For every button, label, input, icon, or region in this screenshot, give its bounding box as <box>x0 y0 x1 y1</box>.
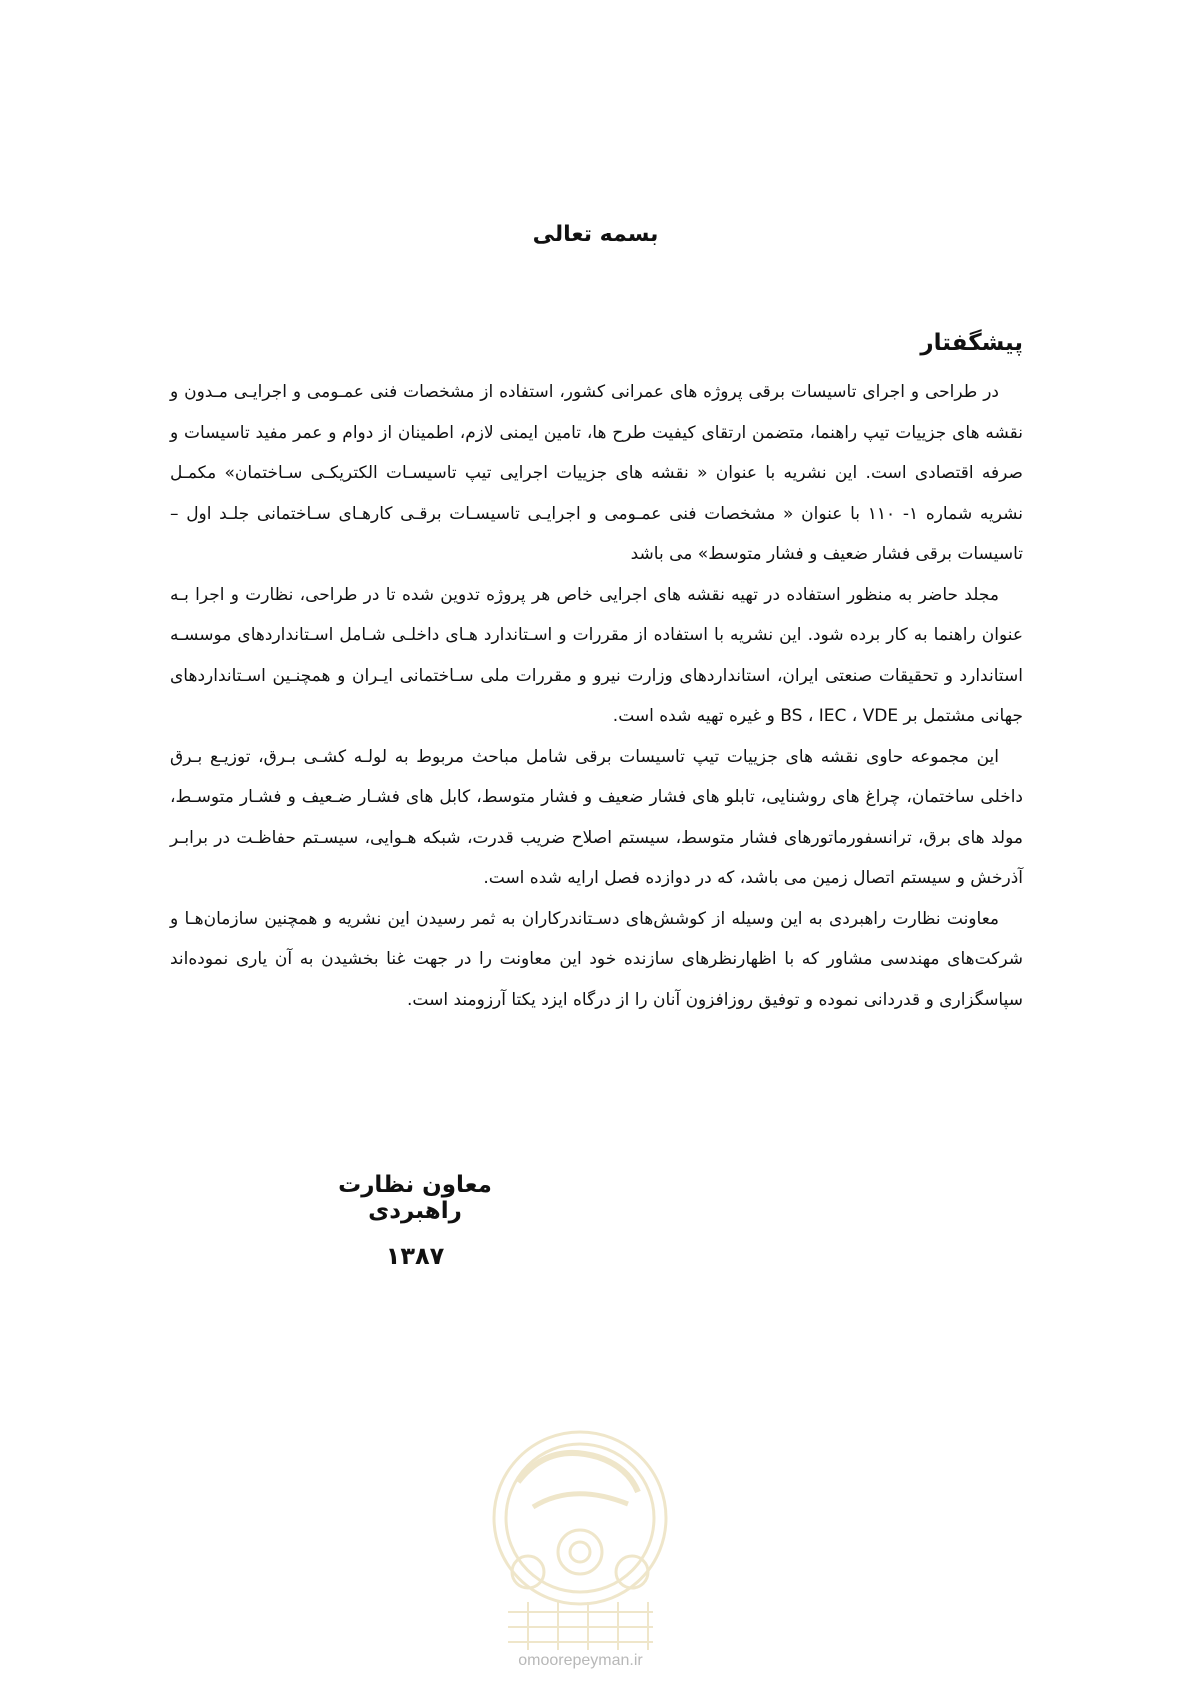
signature-name: معاون نظارت راهبردی <box>338 1172 492 1224</box>
paragraph-3: این مجموعه حاوی نقشه های جزییات تیپ تاسیسات برقی شامل مباحث مربوط به لولـه کشـی بـرق، توزیـع بـرق داخلی ساختمان، چراغ های روشنایی، تابلو های فشار ضعیف و فشار متوسط، کابل های فشـار ضـعیف و فشـار متوسـط، مولد های برق، ترانسفورماتورهای فشار متوسط، سیستم اصلاح ضریب قدرت، شبکه هـوایی، سیسـتم حفاظـت در برابـر آذرخش و سیستم اتصال زمین می باشد، که در دوازده فصل ارایه شده است. <box>170 746 1023 888</box>
watermark-logo-icon <box>478 1422 683 1652</box>
paragraph-4: معاونت نظارت راهبردی به این وسیله از کوشش‌های دسـتاندرکاران به ثمر رسیدن این نشریه و همچنین سازمان‌هـا و شرکت‌های مهندسی مشاور که با اظهارنظرهای سازنده خود این معاونت را در جهت غنا بخشیدن به آن یاری نموده‌اند سپاسگزاری و قدردانی نموده و توفیق روزافزون آنان را از درگاه ایزد یکتا آرزومند است. <box>170 908 1023 1010</box>
body-text <box>170 372 1023 1020</box>
section-title: پیشگفتار <box>920 330 1023 356</box>
watermark-site-label: omoorepeyman.ir <box>518 1652 643 1669</box>
paragraph-1: در طراحی و اجرای تاسیسات برقی پروژه های عمرانی کشور، استفاده از مشخصات فنی عمـومی و اجرایـی مـدون و نقشه های جزییات تیپ راهنما، متضمن ارتقای کیفیت طرح ها، تامین ایمنی لازم، اطمینان از دوام و عمر مفید تاسیسات و صرفه اقتصادی است. این نشریه با عنوان « نقشه های جزییات اجرایی تیپ تاسیسـات الکتریکـی سـاختمان» مکمـل نشریه شماره ۱- ۱۱۰ با عنوان « مشخصات فنی عمـومی و اجرایـی تاسیسـات برقـی کارهـای سـاختمانی جلـد اول – تاسیسات برقی فشار ضعیف و فشار متوسط» می باشد <box>170 382 1024 564</box>
basmala-heading: بسمه تعالی <box>532 222 659 247</box>
signature-year: ۱۳۸۷ <box>385 1242 445 1270</box>
signature-block <box>300 1172 530 1270</box>
paragraph-2: مجلد حاضر به منظور استفاده در تهیه نقشه های اجرایی خاص هر پروژه تدوین شده تا در طراحی، نظارت و اجرا بـه عنوان راهنما به کار برده شود. این نشریه با استفاده از مقررات و اسـتاندارد هـای داخلـی شـامل اسـتانداردهای موسسـه استاندارد و تحقیقات صنعتی ایران، استانداردهای وزارت نیرو و مقررات ملی سـاختمانی ایـران و همچنـین اسـتانداردهای جهانی مشتمل بر BS ، IEC ، VDE و غیره تهیه شده است. <box>170 584 1023 726</box>
